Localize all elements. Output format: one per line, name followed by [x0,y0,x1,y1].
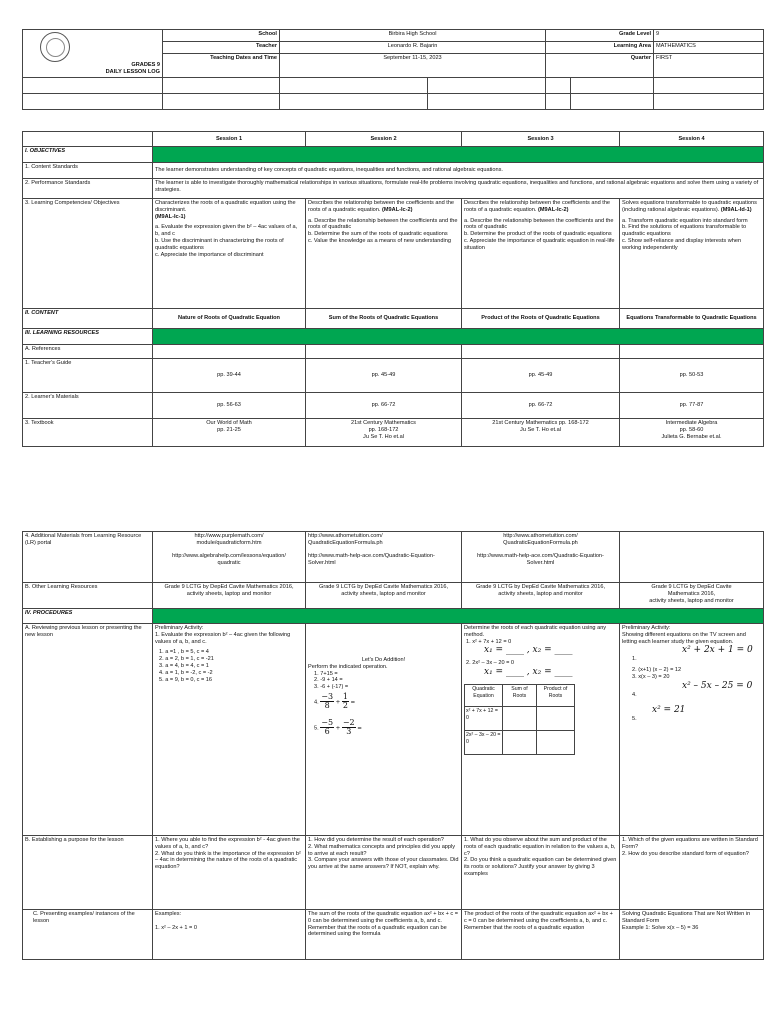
table-cell: x² + 7x + 12 = 0 [465,707,503,731]
learning-area-label: Learning Area [546,42,654,54]
blank-cell [620,345,764,359]
list-item: 4. [632,691,637,698]
performance-standards-text: The learner is able to investigate thoroughly mathematical relationships in various situations, formulate real-life problems involving quadratic equations, inequalities and functions, and rational algebraic equations and solve them using a variety of strategies. [153,179,764,199]
procedure-a-intro: Preliminary Activity: 1. Evaluate the expression b² – 4ac given the following values of a, b, and c. [155,625,291,645]
competency-main: Characterizes the roots of a quadratic equation using the discriminant. [155,200,296,213]
procedure-a-session-2 [306,624,462,836]
content-topic-3: Product of the Roots of Quadratic Equations [462,309,620,329]
numerator: −2 [342,717,355,727]
references-label: A. References [23,345,153,359]
learners-materials-1: pp. 56-63 [153,393,306,419]
dates-label: Teaching Dates and Time [163,54,280,78]
blank-cell [571,78,654,94]
numerator: −5 [321,717,334,727]
fraction [320,719,334,737]
header-title-line2: DAILY LESSON LOG [105,69,160,76]
list-item: 3. x(x – 3) = 20 [632,674,670,681]
competency-code: (M9AL-Ic-1) [155,213,186,220]
list-item: 3. -6 + (-17) = [314,684,349,691]
green-bar [153,147,764,163]
teachers-guide-2: pp. 45-49 [306,359,462,393]
competencies-label: 3. Learning Competencies/ Objectives [23,199,153,309]
content-topic-1: Nature of Roots of Quadratic Equation [153,309,306,329]
procedures-heading: IV. PROCEDURES [23,609,153,624]
blank-cell [428,94,546,110]
objectives-heading: I. OBJECTIVES [23,147,153,163]
addition-title: Let's Do Addition! [361,657,406,663]
list-item: 5. a = 9, b = 0, c = 16 [159,676,213,683]
fraction [342,719,356,737]
blank-cell [546,94,571,110]
learners-materials-3: pp. 66-72 [462,393,620,419]
session-3-header: Session 3 [462,132,620,147]
grade-level-label: Grade Level [546,30,654,42]
procedure-c-session-2: The sum of the roots of the quadratic equation ax² + bx + c = 0 can be determined using the coefficients a, b, and c. Remember that the roots of a quadratic equation can be determined using the formula [306,910,462,960]
roots-table [464,684,575,755]
teachers-guide-1: pp. 39-44 [153,359,306,393]
textbook-2: 21st Century Mathematics pp. 168-172 Ju Se T. Ho et.al [306,419,462,447]
list-item: 1. [632,656,637,663]
table-cell[interactable] [503,707,537,731]
header-title-line1: GRADES 9 [131,62,160,69]
blank-cell [462,345,620,359]
procedure-c-session-4: Solving Quadratic Equations That are Not Written in Standard Form Example 1: Solve x(x – 5) = 36 [620,910,764,960]
competency-session-4 [620,199,764,309]
textbook-1: Our World of Math pp. 21-25 [153,419,306,447]
other-resources-4: Grade 9 LCTG by DepEd Cavite Mathematics 2016, activity sheets, laptop and monitor [620,583,764,609]
additional-materials-4 [620,532,764,583]
lesson-table-page1 [22,131,764,447]
quarter-label: Quarter [546,54,654,78]
competency-main: Solves equations transformable to quadratic equations (including rational algebraic equations). [622,200,757,213]
grade-level-value: 9 [654,30,764,42]
procedure-b-session-2: 1. How did you determine the result of each operation? 2. What mathematics concepts and principles did you apply to arrive at each result? 3. Compare your answers with those of your classmates. Did you arrive at the same answers? If NOT, explain why. [306,836,462,910]
procedure-b-session-1: 1. Where you able to find the expression b² - 4ac given the values of a, b, and c? 2. What do you think is the importance of the expression b² – 4ac in determining the nature of the roots of a quadratic equation? [153,836,306,910]
green-bar [153,609,764,624]
denominator: 8 [324,701,330,711]
list-item: 2. (x+1) (x – 2) = 12 [632,667,682,674]
content-topic-2: Sum of the Roots of Quadratic Equations [306,309,462,329]
other-resources-2: Grade 9 LCTG by DepEd Cavite Mathematics 2016, activity sheets, laptop and monitor [306,583,462,609]
competency-items: a. Describe the relationship between the coefficients and the roots of quadratic b. Determine the sum of the roots of quadratic equations c. Value the knowledge as a means of new understanding [308,217,458,245]
list-item: 1. 7+15 = [314,670,338,677]
procedure-a-label: A. Reviewing previous lesson or presenting the new lesson [23,624,153,836]
competency-main: Describes the relationship between the coefficients and the roots of a quadratic equation. [308,200,455,213]
blank-cell [546,78,571,94]
blank-cell [654,78,764,94]
header-table [22,29,764,110]
performance-standards-label: 2. Performance Standards [23,179,153,199]
learning-area-value: MATHEMATICS [654,42,764,54]
procedure-b-session-4: 1. Which of the given equations are written in Standard Form? 2. How do you describe standard form of equation? [620,836,764,910]
session-1-header: Session 1 [153,132,306,147]
table-cell[interactable] [537,707,575,731]
item-number: 4. [314,699,319,706]
green-bar [153,329,764,345]
competency-session-3 [462,199,620,309]
other-resources-3: Grade 9 LCTG by DepEd Cavite Mathematics 2016, activity sheets, laptop and monitor [462,583,620,609]
list-item: 3. a = 4, b = 4, c = 1 [159,663,209,670]
fraction [320,693,334,711]
school-label: School [163,30,280,42]
preliminary-activity: Preliminary Activity: Showing different equations on the TV screen and letting each learner study the given equation. [622,625,746,645]
other-resources-label: B. Other Learning Resources [23,583,153,609]
teachers-guide-4: pp. 50-53 [620,359,764,393]
math-equation: x² + 2x + 1 = 0 [682,645,753,656]
blank-cell [306,345,462,359]
quarter-value: FIRST [654,54,764,78]
procedure-c-session-3: The product of the roots of the quadratic equation ax² + bx + c = 0 can be determined using the coefficients a, b, and c. Remember that the roots of a quadratic equation [462,910,620,960]
content-standards-label: 1. Content Standards [23,163,153,179]
addition-intro: Perform the indicated operation. [308,663,388,670]
other-resources-1: Grade 9 LCTG by DepEd Cavite Mathematics 2016, activity sheets, laptop and monitor [153,583,306,609]
competency-code: (M9AL-Ic-2) [538,206,569,213]
denominator: 2 [342,701,348,711]
table-header: Sum of Roots [503,685,537,707]
procedure-b-session-3: 1. What do you observe about the sum and product of the roots of each quadratic equation in relation to the values a, b, c? 2. Do you think a quadratic equation can be determined given its roots or solutions? Justify your answer by giving 3 examples [462,836,620,910]
math-equation: x² = 21 [652,704,686,715]
roots-intro: Determine the roots of each quadratic equation using any method. [464,625,607,638]
additional-materials-3: http://www.athometuition.com/ QuadraticEquationFormula.ph http://www.math-help-ace.com/Quadratic-Equation-Solver.html [462,532,620,583]
learners-materials-label: 2. Learner's Materials [23,393,153,419]
procedure-a-session-3 [462,624,620,836]
item-number: 5. [314,725,319,732]
equation-1: 1. x² + 7x + 12 = 0 [466,638,512,645]
procedure-c-label: C. Presenting examples/ instances of the lesson [23,910,153,960]
blank-cell [163,94,280,110]
teachers-guide-label: 1. Teacher's Guide [23,359,153,393]
competency-items: a. Describe the relationship between the coefficients and the roots of quadratic b. Determine the product of the roots of quadratic equations c. Appreciate the importance of quadratic equation in real-life situation [464,217,615,251]
table-header: Quadratic Equation [465,685,503,707]
numerator: 1 [342,692,348,702]
math-equation: x² – 5x – 25 = 0 [682,680,753,691]
list-item: 4. a = 1, b = -2, c = -2 [159,669,213,676]
blank-cell [23,94,163,110]
competency-code: (M9AL-Ic-2) [382,206,413,213]
school-value: Birbira High School [280,30,546,42]
table-cell[interactable] [503,731,537,755]
competency-session-2 [306,199,462,309]
denominator: 3 [346,727,352,737]
textbook-3: 21st Century Mathematics pp. 168-172 Ju Se T. Ho et.al [462,419,620,447]
lesson-table-page2 [22,531,764,960]
content-standards-text: The learner demonstrates understanding of key concepts of quadratic equations, inequalities and functions, and rational algebraic equations. [153,163,764,179]
resources-heading: III. LEARNING RESOURCES [23,329,153,345]
competency-session-1 [153,199,306,309]
denominator: 6 [324,727,330,737]
fraction-item-4: 4. $\frac{-3}{8}$ + $\frac{1}{2}$ = [314,692,356,711]
blank-cell [23,132,153,147]
blank-cell [280,94,428,110]
additional-materials-2: http://www.athometuition.com/ QuadraticEquationFormula.ph http://www.math-help-ace.com/Quadratic-Equation-Solver.html [306,532,462,583]
blank-cell [654,94,764,110]
fraction [342,693,349,711]
additional-materials-label: 4. Additional Materials from Learning Resource (LR) portal [23,532,153,583]
equation-2: 2. 2x² – 3x – 20 = 0 [466,660,515,667]
list-item: 2. -9 + 14 = [314,677,343,684]
competency-items: a. Evaluate the expression given the b² – 4ac values of a, b, and c b. Use the discriminant in characterizing the roots of quadratic equations c. Appreciate the importance of discriminant [155,224,298,258]
procedure-a-session-1 [153,624,306,836]
blank-cell [163,78,280,94]
content-topic-4: Equations Transformable to Quadratic Equations [620,309,764,329]
procedure-c-session-1: Examples: 1. x² – 2x + 1 = 0 [153,910,306,960]
procedure-a-session-4 [620,624,764,836]
session-4-header: Session 4 [620,132,764,147]
competency-main: Describes the relationship between the coefficients and the roots of a quadratic equation. [464,200,611,213]
table-cell[interactable] [537,731,575,755]
roots-blank: x₁ = ____ , x₂ = ____ [484,667,573,678]
blank-cell [153,345,306,359]
competency-items: a. Transform quadratic equation into standard form b. Find the solutions of equations transformable to quadratic equations c. Show self-reliance and display interests when working independently [622,217,748,251]
blank-cell [280,78,428,94]
dates-value: September 11-15, 2023 [280,54,546,78]
blank-cell [23,78,163,94]
textbook-label: 3. Textbook [23,419,153,447]
procedure-b-label: B. Establishing a purpose for the lesson [23,836,153,910]
header-title-cell [23,30,163,78]
session-2-header: Session 2 [306,132,462,147]
teacher-value: Leonardo R. Bajarin [280,42,546,54]
competency-code: (M9AL-Id-1) [720,206,752,213]
numerator: −3 [321,692,334,702]
fraction-item-5: 5. $\frac{-5}{6}$ + $\frac{-2}{3}$ = [314,717,362,737]
learners-materials-2: pp. 66-72 [306,393,462,419]
list-item: 2. a = 2, b = 1, c = -21 [159,656,214,663]
table-header: Product of Roots [537,685,575,707]
blank-cell [571,94,654,110]
blank-cell [428,78,546,94]
list-item: 1. a =1 , b = 5, c = 4 [159,649,209,656]
learners-materials-4: pp. 77-87 [620,393,764,419]
teachers-guide-3: pp. 45-49 [462,359,620,393]
roots-blank: x₁ = ____ , x₂ = ____ [484,645,573,656]
list-item: 5. [632,715,637,722]
table-cell: 2x² – 3x – 20 = 0 [465,731,503,755]
content-heading: II. CONTENT [23,309,153,329]
additional-materials-1: http://www.purplemath.com/ module/quadraticform.htm http://www.algebrahelp.com/lessons/equation/ quadratic [153,532,306,583]
textbook-4: Intermediate Algebra pp. 58-60 Julieta G. Bernabe et.al. [620,419,764,447]
teacher-label: Teacher [163,42,280,54]
